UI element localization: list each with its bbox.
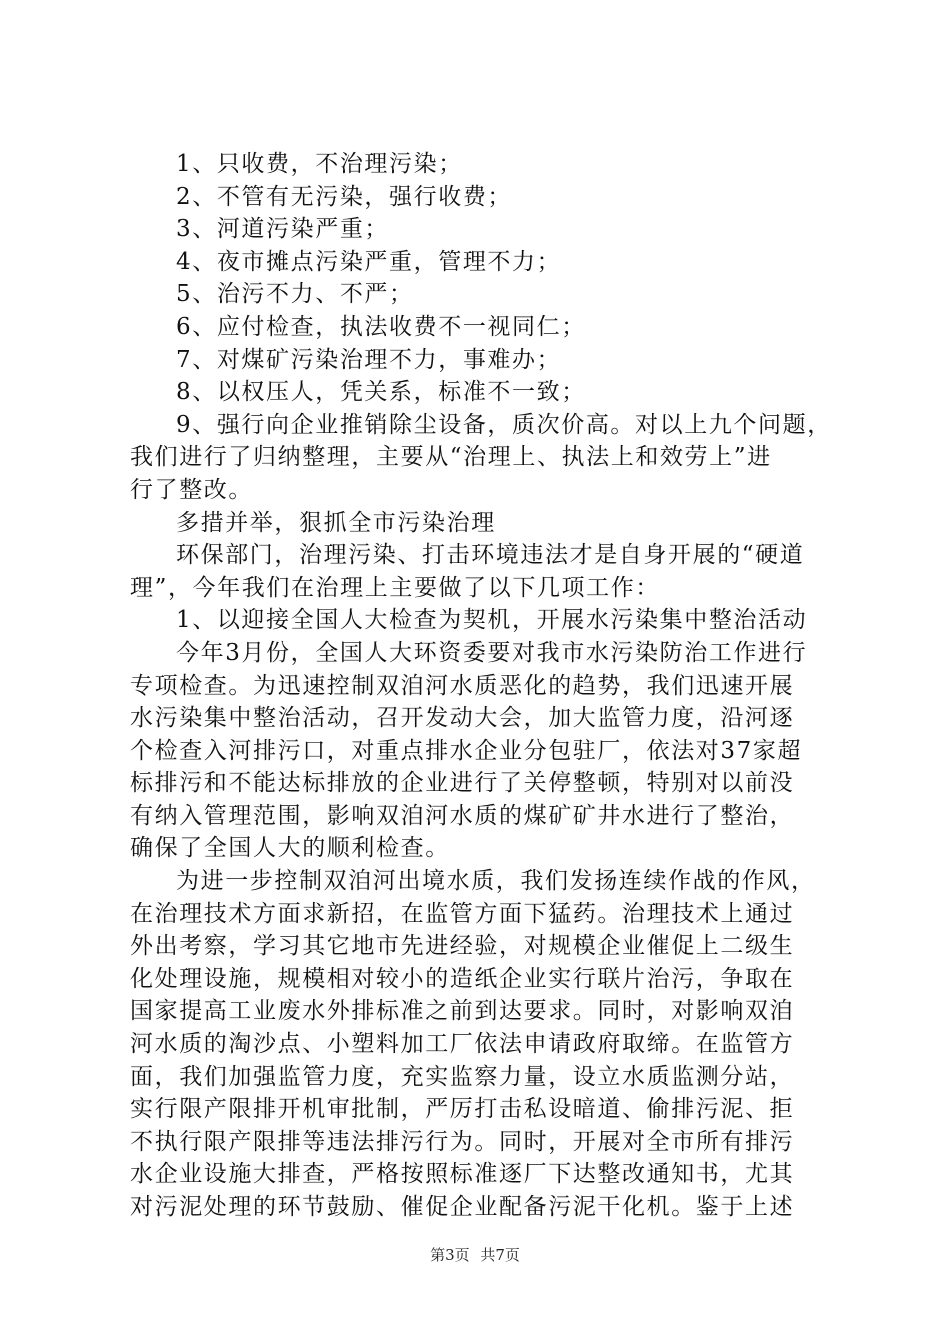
paragraph-line: 国家提高工业废水外排标准之前到达要求。同时，对影响双洎: [130, 998, 795, 1025]
list-item: 4、夜市摊点污染严重，管理不力；: [176, 248, 562, 275]
paragraph-line: 今年3月份，全国人大环资委要对我市水污染防治工作进行: [176, 639, 808, 666]
list-item: 8、以权压人，凭关系，标准不一致；: [176, 379, 586, 406]
paragraph-line: 外出考察，学习其它地市先进经验，对规模企业催促上二级生: [130, 933, 795, 960]
paragraph-line: 我们进行了归纳整理，主要从“治理上、执法上和效劳上”进: [130, 444, 772, 471]
paragraph-line: 专项检查。为迅速控制双洎河水质恶化的趋势，我们迅速开展: [130, 672, 795, 699]
list-item: 3、河道污染严重；: [176, 216, 390, 243]
paragraph-line: 理”，今年我们在治理上主要做了以下几项工作：: [130, 574, 660, 601]
page-number: 第3页: [430, 1246, 470, 1264]
paragraph-line: 实行限产限排开机审批制，严厉打击私设暗道、偷排污泥、拒: [130, 1096, 795, 1123]
page-total: 共7页: [480, 1246, 520, 1264]
section-heading: 多措并举，狠抓全市污染治理: [176, 509, 496, 536]
paragraph-line: 行了整改。: [130, 476, 253, 503]
list-item: 5、治污不力、不严；: [176, 281, 414, 308]
list-item: 1、只收费，不治理污染；: [176, 151, 463, 177]
paragraph-line: 有纳入管理范围，影响双洎河水质的煤矿矿井水进行了整治，: [130, 802, 795, 829]
paragraph-line: 面，我们加强监管力度，充实监察力量，设立水质监测分站，: [130, 1063, 795, 1090]
paragraph-line: 标排污和不能达标排放的企业进行了关停整顿，特别对以前没: [130, 770, 795, 797]
paragraph-line: 水企业设施大排查，严格按照标准逐厂下达整改通知书，尤其: [130, 1161, 795, 1188]
subsection-heading: 1、以迎接全国人大检查为契机，开展水污染集中整治活动: [176, 607, 808, 634]
paragraph-line: 确保了全国人大的顺利检查。: [130, 835, 450, 862]
paragraph-line: 不执行限产限排等违法排污行为。同时，开展对全市所有排污: [130, 1128, 795, 1155]
list-item: 2、不管有无污染，强行收费；: [176, 183, 513, 210]
paragraph-line: 对污泥处理的环节鼓励、催促企业配备污泥干化机。鉴于上述: [130, 1194, 795, 1220]
paragraph-line: 环保部门，治理污染、打击环境违法才是自身开展的“硬道: [176, 542, 805, 569]
list-item: 7、对煤矿污染治理不力，事难办；: [176, 346, 562, 373]
paragraph-line: 化处理设施，规模相对较小的造纸企业实行联片治污，争取在: [130, 965, 795, 992]
paragraph-line: 个检查入河排污口，对重点排水企业分包驻厂，依法对37家超: [130, 737, 803, 764]
paragraph-line: 为进一步控制双洎河出境水质，我们发扬连续作战的作风，: [176, 868, 816, 895]
paragraph-line: 在治理技术方面求新招，在监管方面下猛药。治理技术上通过: [130, 900, 795, 927]
paragraph-line: 水污染集中整治活动，召开发动大会，加大监管力度，沿河逐: [130, 705, 795, 732]
page-footer: [0, 1244, 950, 1265]
document-body: [130, 148, 830, 1224]
list-item: 9、强行向企业推销除尘设备，质次价高。对以上九个问题，: [176, 411, 832, 438]
paragraph-line: 河水质的淘沙点、小塑料加工厂依法申请政府取缔。在监管方: [130, 1031, 795, 1058]
list-item: 6、应付检查，执法收费不一视同仁；: [176, 313, 586, 340]
